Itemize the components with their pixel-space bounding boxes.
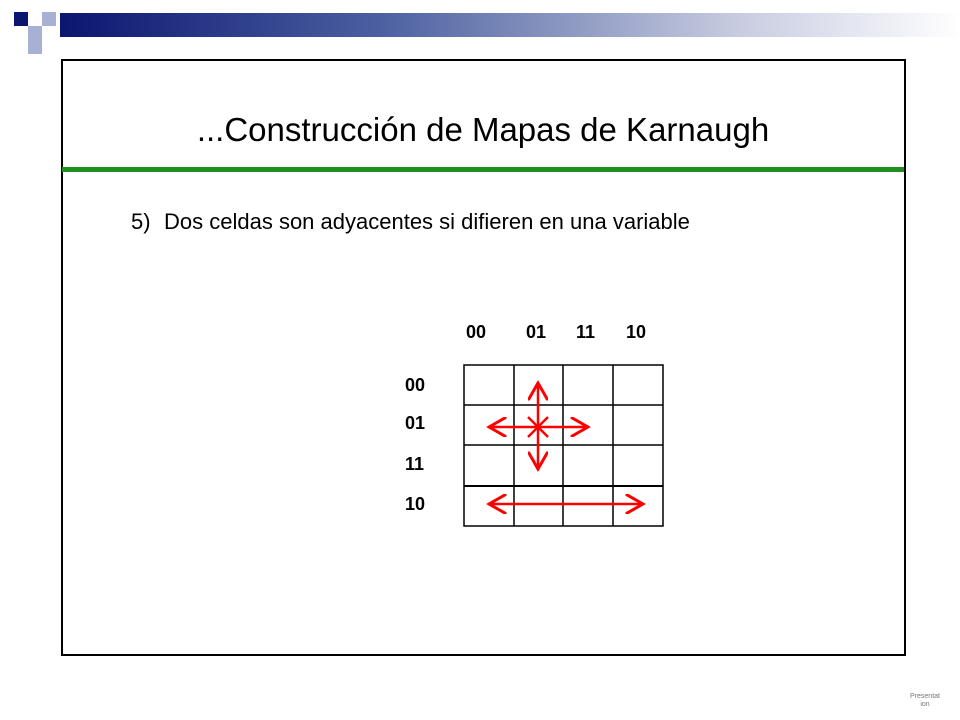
kmap-row-header: 11 xyxy=(405,454,425,474)
footer-note-line: ion xyxy=(920,701,930,708)
kmap-row-header: 00 xyxy=(405,375,426,395)
footer-note xyxy=(905,693,945,709)
footer-note-line: Presentat xyxy=(910,693,940,700)
kmap-column-header: 10 xyxy=(626,322,647,342)
bullet-number: 5) xyxy=(131,209,151,234)
bullet-body: Dos celdas son adyacentes si difieren en una variable xyxy=(164,209,690,234)
kmap-row-header: 01 xyxy=(405,413,426,433)
kmap-column-header: 00 xyxy=(466,322,487,342)
slide-title: ...Construcción de Mapas de Karnaugh xyxy=(196,111,770,148)
kmap-column-header: 11 xyxy=(576,322,596,342)
kmap-row-header: 10 xyxy=(405,494,426,514)
kmap-column-header: 01 xyxy=(526,322,547,342)
